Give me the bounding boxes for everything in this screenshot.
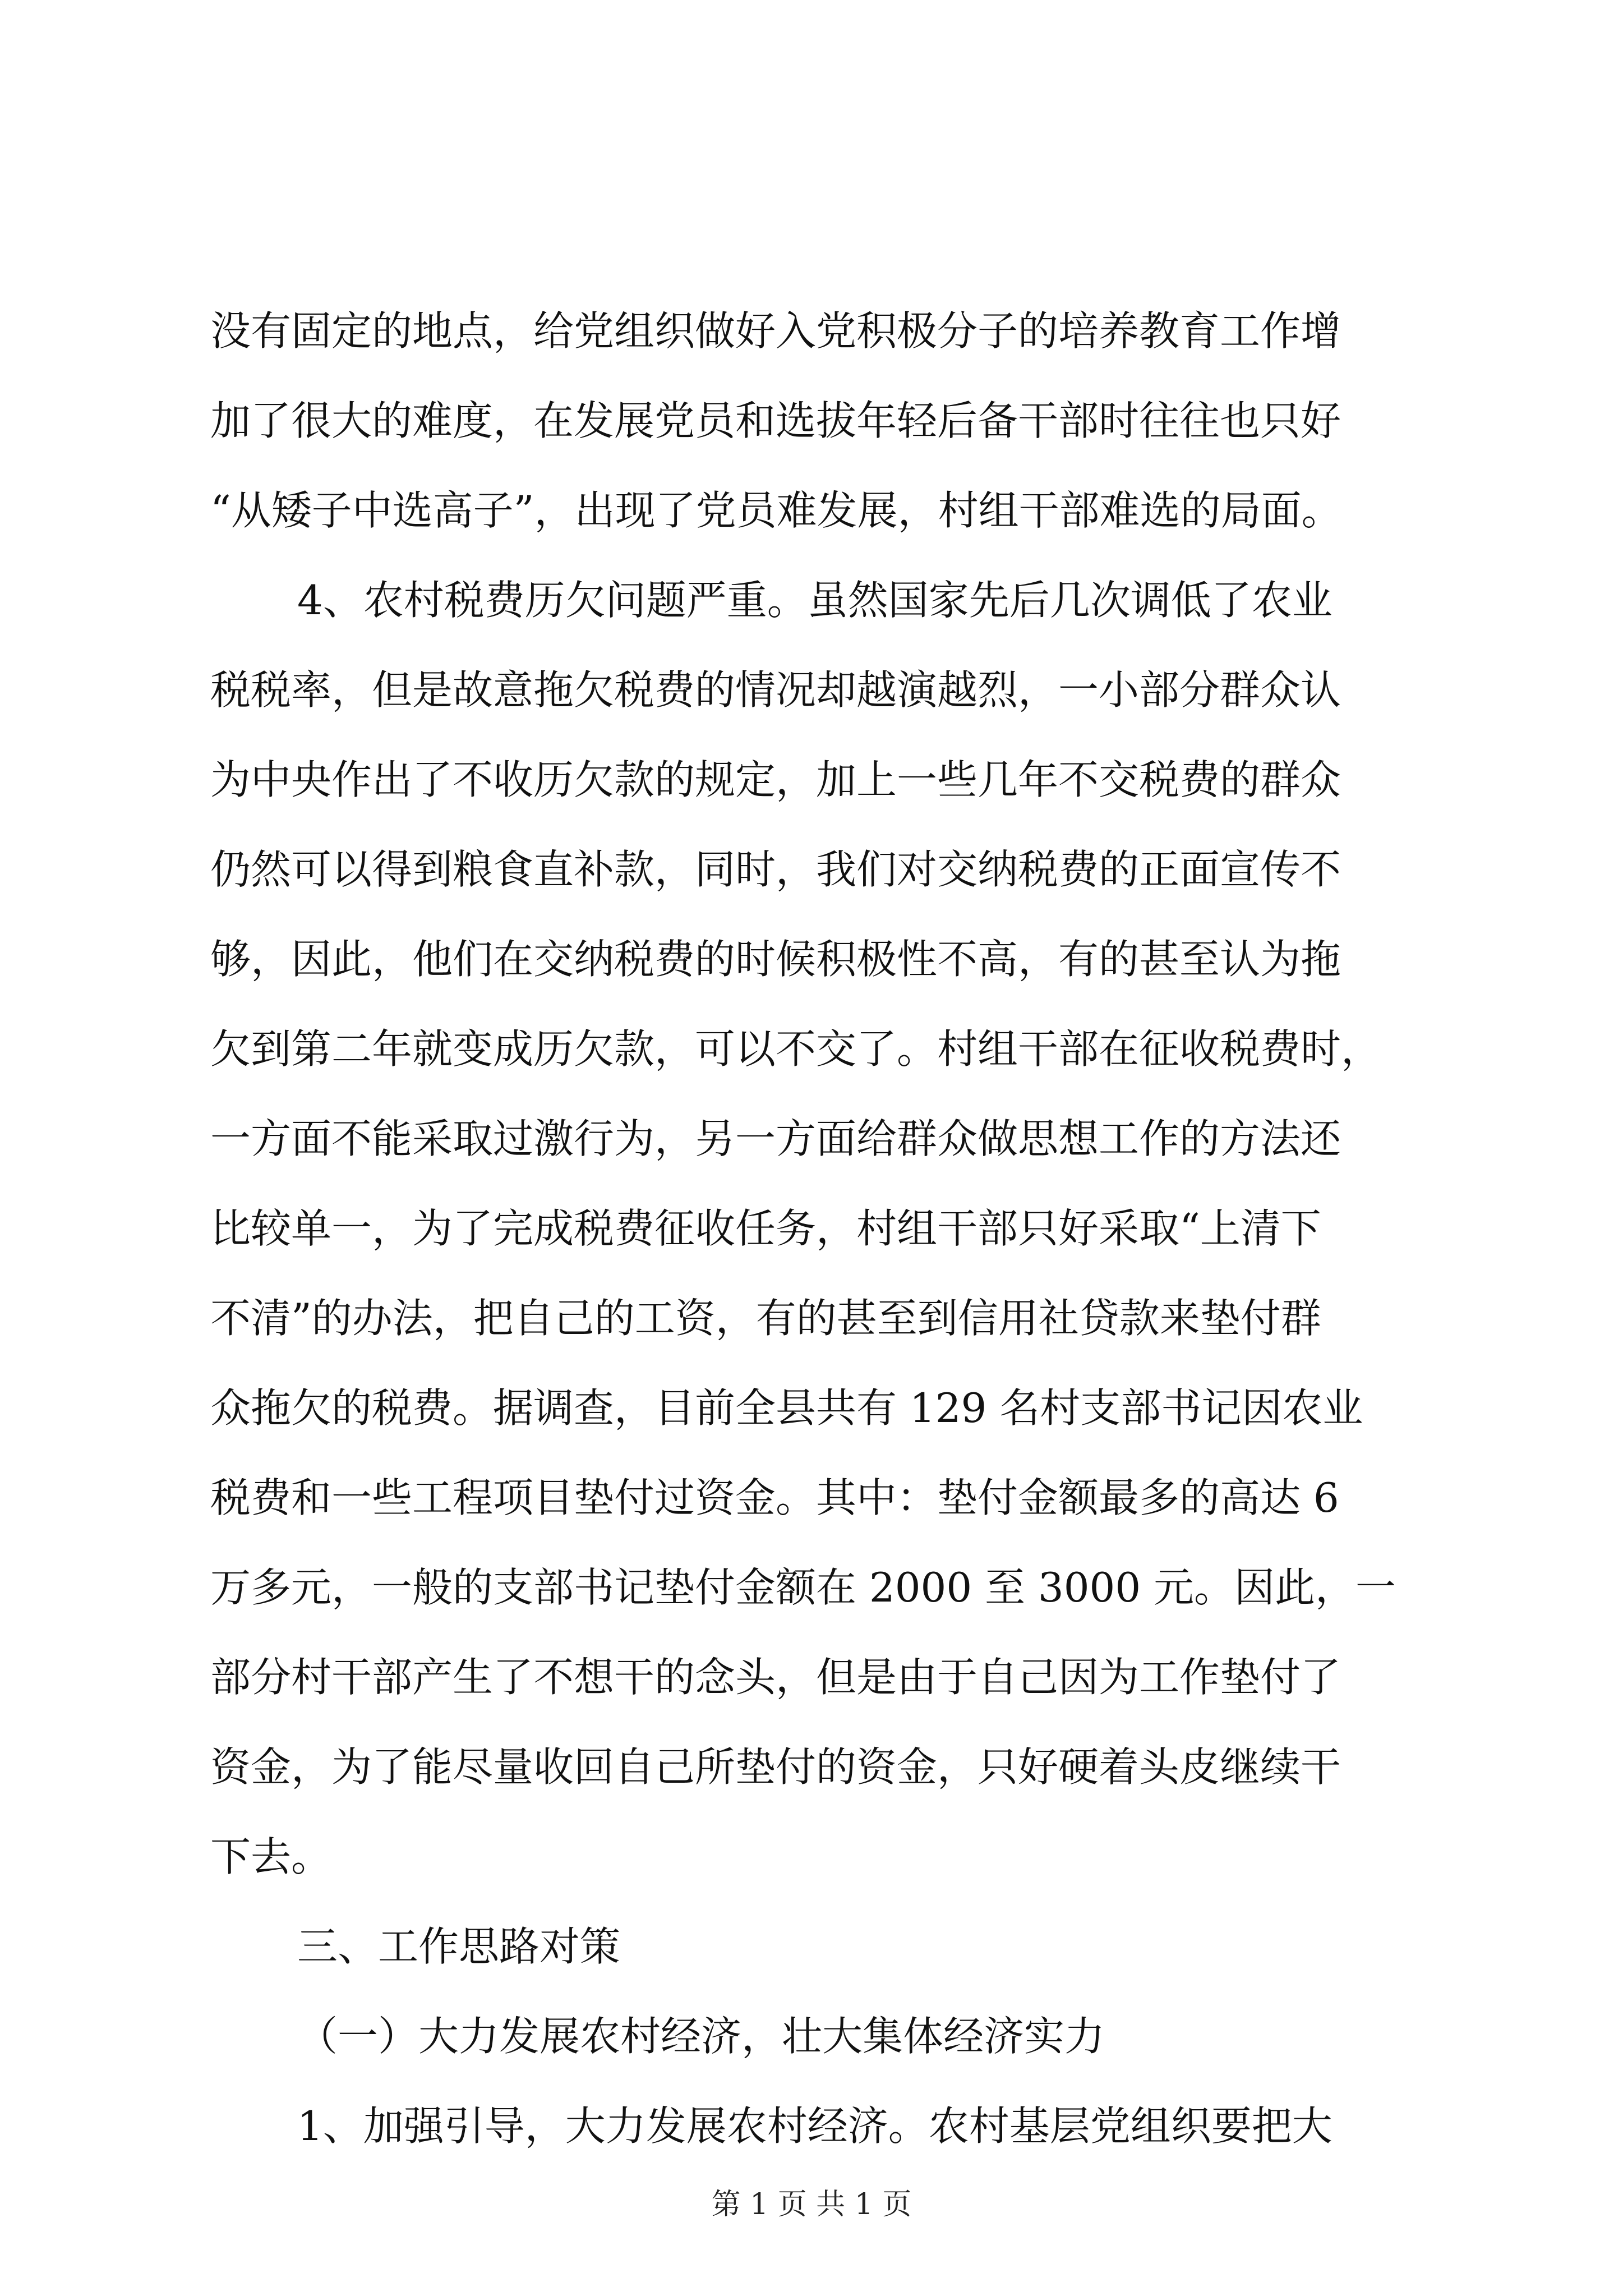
body-text-line: 够，因此，他们在交纳税费的时候积极性不高，有的甚至认为拖	[210, 936, 1341, 983]
body-text-line: 万多元，一般的支部书记垫付金额在 2000 至 3000 元。因此，一	[210, 1564, 1396, 1611]
body-text-line: 1、加强引导，大力发展农村经济。农村基层党组织要把大	[297, 2102, 1332, 2150]
body-text-line: 没有固定的地点，给党组织做好入党积极分子的培养教育工作增	[210, 307, 1341, 355]
body-text-line: 加了很大的难度，在发展党员和选拔年轻后备干部时往往也只好	[210, 397, 1341, 444]
subsection-heading: （一）大力发展农村经济，壮大集体经济实力	[297, 2013, 1105, 2060]
body-text-line: “从矮子中选高子”，出现了党员难发展，村组干部难选的局面。	[210, 487, 1342, 534]
body-text-line: 税费和一些工程项目垫付过资金。其中：垫付金额最多的高达 6	[210, 1474, 1339, 1521]
body-text-line: 为中央作出了不收历欠款的规定，加上一些几年不交税费的群众	[210, 756, 1341, 803]
body-text-line: 部分村干部产生了不想干的念头，但是由于自己因为工作垫付了	[210, 1654, 1341, 1701]
body-text-line: 一方面不能采取过激行为，另一方面给群众做思想工作的方法还	[210, 1115, 1341, 1162]
body-text-line: 众拖欠的税费。据调查，目前全县共有 129 名村支部书记因农业	[210, 1384, 1363, 1432]
section-heading: 三、工作思路对策	[297, 1923, 621, 1970]
page-footer: 第 1 页 共 1 页	[711, 2188, 912, 2221]
body-text-line: 4、农村税费历欠问题严重。虽然国家先后几次调低了农业	[297, 577, 1332, 624]
body-text-line: 仍然可以得到粮食直补款，同时，我们对交纳税费的正面宣传不	[210, 846, 1341, 893]
body-text-line: 资金，为了能尽量收回自己所垫付的资金，只好硬着头皮继续干	[210, 1743, 1341, 1791]
body-text-line: 不清”的办法，把自己的工资，有的甚至到信用社贷款来垫付群	[210, 1295, 1321, 1342]
body-text-line: 欠到第二年就变成历欠款，可以不交了。村组干部在征收税费时，	[210, 1025, 1382, 1073]
body-text-line: 税税率，但是故意拖欠税费的情况却越演越烈，一小部分群众认	[210, 666, 1341, 714]
body-text-line: 下去。	[210, 1833, 332, 1880]
body-text-line: 比较单一，为了完成税费征收任务，村组干部只好采取“上清下	[210, 1205, 1321, 1252]
